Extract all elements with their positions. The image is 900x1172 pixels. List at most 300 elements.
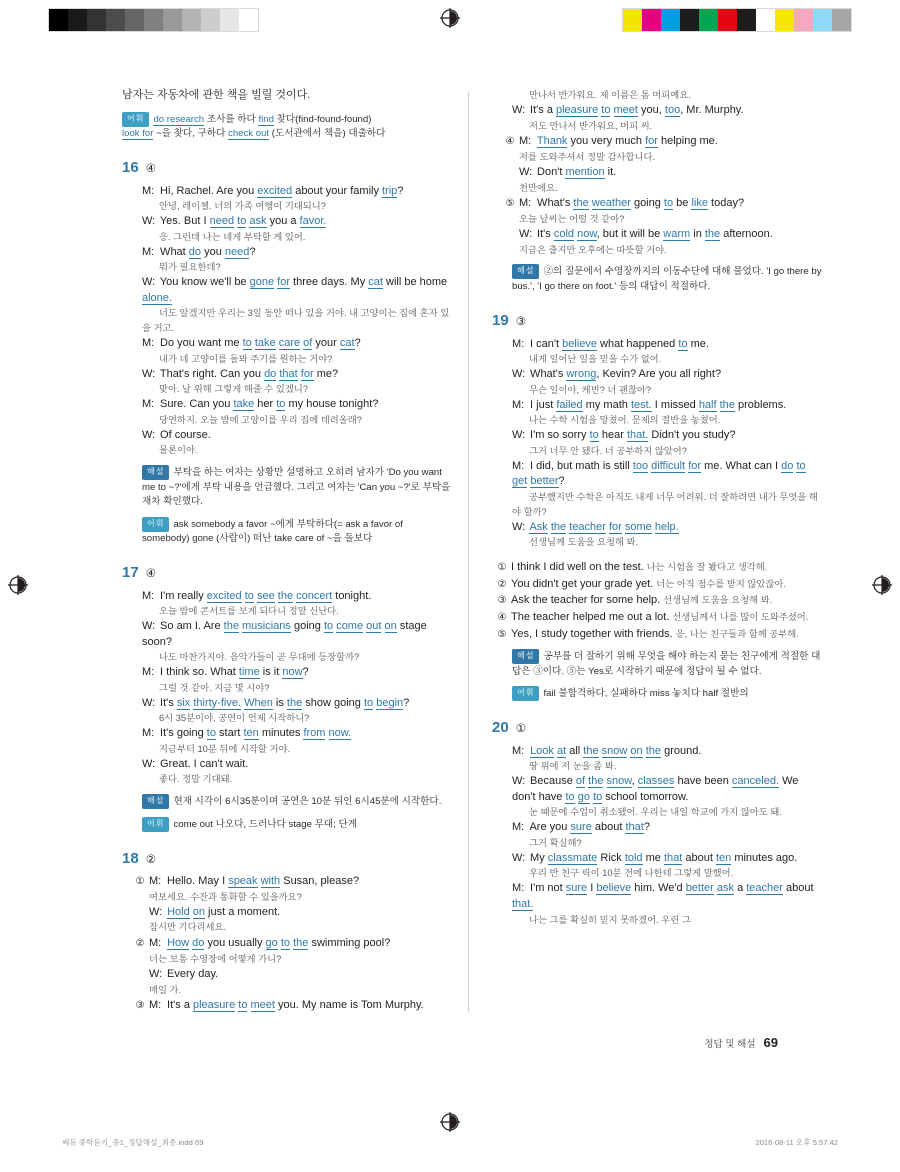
highlighted-word: the	[293, 937, 309, 950]
highlighted-word: When	[244, 696, 273, 709]
speaker-label: M:	[149, 999, 162, 1012]
dialogue-line: M: I think so. What time is it now? 그럴 것 같아. 지금 몇 시야?	[142, 666, 309, 693]
highlighted-word: to	[323, 620, 334, 633]
speaker-label: M:	[512, 398, 525, 411]
question-number-19: 19 ③	[492, 312, 526, 330]
vocab-term: find	[258, 113, 274, 125]
highlighted-word: help.	[654, 520, 679, 533]
korean-translation: 지금은 춥지만 오후에는 따뜻할 거야.	[519, 244, 667, 255]
highlighted-word: the	[286, 696, 303, 709]
highlighted-word: better	[685, 882, 714, 895]
speaker-label: W:	[142, 696, 156, 709]
choice-text: You didn't get your grade yet.	[511, 577, 654, 590]
question-number-17: 17 ④	[122, 564, 156, 582]
highlighted-word: for	[300, 367, 314, 380]
highlighted-word: see	[256, 589, 275, 602]
answer-20: ①	[515, 723, 526, 736]
vocab-def: (도서관에서 책을) 대출하다	[269, 128, 386, 139]
korean-translation: 응. 그런데 나는 네게 부탁할 게 있어.	[159, 231, 306, 242]
speaker-label: M:	[512, 337, 525, 350]
korean-translation: 눈 때문에 수업이 취소됐어. 우리는 내일 학교에 가지 않아도 돼.	[529, 807, 782, 818]
korean-translation: 6시 35분이야. 공연이 언제 시작하니?	[159, 713, 310, 724]
highlighted-word: pleasure	[556, 103, 599, 116]
speaker-label: M:	[149, 937, 162, 950]
korean-translation: 그럴 것 같아. 지금 몇 시야?	[159, 682, 270, 693]
korean-translation: 잠시만 기다리세요.	[149, 922, 227, 933]
korean-translation: 그거 너무 안 됐다. 너 공부하지 않았어?	[529, 445, 687, 456]
highlighted-word: to	[589, 429, 599, 442]
korean-translation: 공부했지만 수학은 아직도 내게 너무 어려워. 더 잘하려면 내가 무엇을 해야 할까?	[512, 491, 818, 517]
highlighted-word: now	[577, 227, 597, 240]
dialogue-line: W: It's a pleasure to meet you, too, Mr. Murphy. 저도 만나서 반가워요, 머피 씨.	[512, 103, 744, 131]
dialogue-line: M: I'm really excited to see the concert tonight. 오늘 밤에 콘서트를 보게 되다니 정말 신난다.	[142, 589, 372, 617]
answer-17: ④	[145, 568, 156, 581]
speaker-label: W:	[142, 367, 156, 380]
vocab-note-15	[122, 112, 452, 142]
answer-choice	[496, 627, 822, 643]
answer-choice	[496, 560, 822, 576]
korean-translation: 맞아. 날 위해 그렇게 해줄 수 있겠니?	[159, 384, 308, 395]
answer-16: ④	[145, 163, 156, 176]
highlighted-word: some	[624, 520, 652, 533]
carryover-korean-line: 남자는 자동차에 관한 책을 빌릴 것이다.	[122, 89, 311, 101]
dialogue-line: W: Because of the snow, classes have been canceled. We don't have to go to school tomorrow. 눈 때문에 수업이 취소됐어. 우리는 내일 학교에 가지 않아도 돼.	[512, 775, 799, 818]
highlighted-word: the	[573, 197, 589, 210]
highlighted-word: gone	[249, 276, 275, 289]
dialogue-19	[512, 337, 822, 551]
korean-translation: 물론이야.	[159, 445, 198, 456]
highlighted-word: to	[565, 790, 575, 803]
answer-19: ③	[515, 316, 526, 329]
speaker-label: W:	[142, 215, 156, 228]
dialogue-line: W: I'm so sorry to hear that. Didn't you study? 그거 너무 안 됐다. 너 공부하지 않았어?	[512, 429, 736, 456]
highlighted-word: begin	[376, 696, 404, 709]
print-timestamp: 2016-08-11 오후 5:57:42	[755, 1138, 838, 1147]
dialogue-line: W: Every day. 매일 가.	[149, 967, 219, 995]
korean-translation: 저도 만나서 반가워요, 머피 씨.	[529, 120, 653, 131]
dialogue-line: W: My classmate Rick told me that about ten minutes ago. 우리 반 친구 릭이 10분 전에 나한테 그렇게 말했어.	[512, 851, 798, 879]
answer-18: ②	[145, 854, 156, 867]
korean-translation: 매일 가.	[149, 984, 182, 995]
korean-translation: 나도 마찬가지야. 음악가들이 곧 무대에 등장할까?	[159, 652, 360, 663]
speaker-label: W:	[512, 851, 526, 864]
speaker-label: W:	[142, 757, 156, 770]
speaker-label: W:	[512, 775, 526, 788]
korean-translation: 저를 도와주셔서 정말 감사합니다.	[519, 152, 656, 163]
highlighted-word: do	[781, 459, 794, 472]
highlighted-word: for	[645, 135, 658, 148]
dialogue-line: M: How do you usually go to the swimming pool? 너는 보통 수영장에 어떻게 가니?	[149, 937, 391, 964]
vocab-def: ~을 찾다, 구하다	[153, 128, 229, 139]
highlighted-word: now	[282, 666, 303, 679]
speaker-label: W:	[149, 967, 163, 980]
highlighted-word: How	[167, 937, 190, 950]
choice-translation: 선생님께 도움을 요청해 봐.	[663, 595, 773, 606]
dialogue-line: M: Are you sure about that? 그거 확실해?	[512, 821, 650, 848]
explain-chip: 해설	[142, 465, 169, 480]
korean-translation: 만나서 반가워요. 제 이름은 톰 머피예요.	[529, 90, 691, 100]
dialogue-18-items	[492, 134, 822, 257]
option-marker: ①	[135, 876, 145, 888]
highlighted-word: ask	[249, 215, 267, 228]
dialogue-line: M: Look at all the snow on the ground. 땅 위에 저 눈을 좀 봐.	[512, 744, 702, 772]
highlighted-word: classes	[637, 775, 675, 788]
explanation-16: 해설 부탁을 하는 여자는 상황만 설명하고 오히려 남자가 'Do you want me to ~?'에게 부탁 내용을 언급했다. 그리고 여자는 'Can you ~?'로 부탁을 재차 확인했다.	[142, 467, 451, 508]
question-number-20: 20 ①	[492, 719, 526, 737]
highlighted-word: told	[624, 851, 643, 864]
highlighted-word: better	[530, 475, 559, 488]
speaker-label: M:	[512, 744, 525, 757]
korean-translation: 나는 그를 확실히 믿지 못하겠어. 우린 그	[529, 914, 691, 925]
highlighted-word: now.	[328, 727, 352, 740]
explanation-17: 해설 현재 시각이 6시35분이며 공연은 10분 뒤인 6시45분에 시작한다.	[142, 794, 452, 809]
korean-translation: 선생님께 도움을 요청해 봐.	[529, 537, 639, 548]
dialogue-line: M: Do you want me to take care of your cat? 내가 네 고양이를 돌봐 주기를 원하는 거야?	[142, 337, 361, 364]
highlighted-word: do	[192, 937, 205, 950]
highlighted-word: for	[688, 459, 702, 472]
dialogue-option	[134, 998, 452, 1014]
highlighted-word: do	[264, 367, 277, 380]
highlighted-word: on	[630, 744, 643, 757]
dialogue-line: W: Hold on just a moment. 잠시만 기다리세요.	[149, 905, 281, 933]
highlighted-word: to	[206, 727, 216, 740]
korean-translation: 오늘 날씨는 어떨 것 같아?	[519, 214, 625, 225]
speaker-label: W:	[512, 103, 526, 116]
highlighted-word: six	[176, 696, 191, 709]
dialogue-line: M: Sure. Can you take her to my house tonight? 당연하지. 오늘 밤에 고양이를 우리 집에 데려올래?	[142, 398, 379, 425]
highlighted-word: to	[242, 337, 252, 350]
highlighted-word: speak	[228, 875, 258, 888]
dialogue-20	[512, 744, 822, 928]
choice-text: Yes, I study together with friends.	[511, 627, 673, 640]
explanation-18: 해설 ②의 질문에서 수영장까지의 이동수단에 대해 물었다. 'I go there by bus.', 'I go there on foot.' 등의 대답이 적절하다.	[512, 266, 822, 292]
highlighted-word: snow	[606, 775, 632, 788]
korean-translation: 무슨 일이야, 케빈? 너 괜찮아?	[529, 384, 652, 395]
highlighted-word: Hold	[167, 905, 190, 918]
korean-translation: 여보세요. 수잔과 통화할 수 있을까요?	[149, 891, 302, 902]
dialogue-line: W: Don't mention it. 천만에요.	[519, 165, 617, 193]
speaker-label: M:	[142, 184, 155, 197]
highlighted-word: take	[233, 398, 255, 411]
korean-translation: 안녕, 레이첼. 너의 가족 여행이 기대되니?	[159, 201, 326, 212]
highlighted-word: to	[678, 337, 688, 350]
dialogue-18	[122, 874, 452, 1014]
highlighted-word: favor.	[299, 215, 327, 228]
highlighted-word: that	[279, 367, 298, 380]
highlighted-word: of	[303, 337, 313, 350]
highlighted-word: canceled.	[731, 775, 780, 788]
highlighted-word: weather	[591, 197, 631, 210]
highlighted-word: the	[277, 589, 294, 602]
highlighted-word: to	[663, 197, 674, 210]
explanation-19: 해설 공부를 더 잘하기 위해 무엇을 해야 하는지 묻는 친구에게 적절한 대답은 ③이다. ⑤는 Yes로 시작하기 때문에 정답이 될 수 없다.	[512, 651, 821, 677]
highlighted-word: of	[575, 775, 586, 788]
highlighted-word: go	[265, 937, 278, 950]
highlighted-word: the	[719, 398, 735, 411]
speaker-label: M:	[142, 398, 155, 411]
vocab-note-19: 어휘 fail 불합격하다, 실패하다 miss 놓치다 half 절반의	[512, 686, 822, 701]
choice-translation: 선생님께서 나를 많이 도와주셨어.	[672, 612, 809, 622]
highlighted-word: half	[698, 398, 717, 411]
highlighted-word: on	[192, 905, 205, 918]
highlighted-word: that.	[626, 429, 649, 442]
speaker-label: W:	[512, 368, 526, 381]
highlighted-word: at	[556, 744, 567, 757]
highlighted-word: trip	[382, 184, 398, 197]
dialogue-line: M: I did, but math is still too difficult for me. What can I do to get better? 공부했지만 수학은 아직도 내게 너무 어려워. 더 잘하려면 내가 무엇을 해야 할까?	[512, 459, 818, 517]
highlighted-word: out	[366, 620, 382, 633]
highlighted-word: Thank	[536, 135, 568, 148]
highlighted-word: believe	[562, 337, 597, 350]
dialogue-line: M: Thank you very much for helping me. 저를 도와주셔서 정말 감사합니다.	[519, 135, 718, 163]
highlighted-word: excited	[257, 184, 293, 197]
highlighted-word: mention	[565, 165, 605, 178]
highlighted-word: ten	[243, 727, 259, 740]
korean-translation: 땅 위에 저 눈을 좀 봐.	[529, 761, 617, 772]
right-column	[492, 88, 822, 928]
korean-translation: 너도 알겠지만 우리는 3일 동안 떠나 있을 거야. 내 고양이는 집에 혼자 있을 거고.	[142, 308, 450, 334]
highlighted-word: for	[608, 520, 622, 533]
dialogue-line: M: I can't believe what happened to me. 내게 일어난 일을 믿을 수가 없어.	[512, 337, 709, 365]
page-footer	[704, 1035, 778, 1050]
dialogue-17	[142, 589, 452, 788]
highlighted-word: the	[588, 775, 604, 788]
highlighted-word: cat	[368, 276, 383, 289]
highlighted-word: difficult	[651, 459, 686, 472]
dialogue-line: W: That's right. Can you do that for me? 맞아. 날 위해 그렇게 해줄 수 있겠니?	[142, 367, 339, 395]
dialogue-option	[504, 134, 822, 195]
highlighted-word: with	[260, 875, 281, 888]
print-file-name: 쎄듀 중학듣기_중1_정답해설_최종.indd 69	[62, 1138, 204, 1147]
highlighted-word: time	[238, 666, 260, 679]
speaker-label: M:	[512, 882, 525, 895]
dialogue-line: W: Of course. 물론이야.	[142, 428, 211, 456]
korean-translation: 천만에요.	[519, 182, 558, 193]
left-column	[122, 88, 452, 1015]
highlighted-word: sure	[570, 821, 592, 834]
speaker-label: W:	[142, 276, 156, 289]
korean-translation: 그거 확실해?	[529, 837, 582, 848]
question-number-16: 16 ④	[122, 159, 156, 177]
vocab-chip: 어휘	[142, 817, 169, 832]
korean-translation: 나는 수학 시험을 망쳤어. 문제의 절반을 놓쳤어.	[529, 415, 721, 426]
highlighted-word: to	[244, 589, 254, 602]
highlighted-word: ten	[715, 851, 732, 864]
page-number: 69	[763, 1035, 778, 1050]
dialogue-line: M: I'm not sure I believe him. We'd better ask a teacher about that. 나는 그를 확실히 믿지 못하겠어. 우린 그	[512, 882, 814, 925]
dialogue-line: M: It's going to start ten minutes from now. 지금부터 10분 뒤에 시작할 거야.	[142, 727, 352, 754]
highlighted-word: too	[632, 459, 649, 472]
highlighted-word: to	[237, 215, 247, 228]
highlighted-word: meet	[250, 999, 275, 1012]
highlighted-word: take	[254, 337, 276, 350]
highlighted-word: thirty-five.	[193, 696, 242, 709]
speaker-label: M:	[519, 197, 532, 210]
dialogue-line: M: Hello. May I speak with Susan, please? 여보세요. 수잔과 통화할 수 있을까요?	[149, 875, 360, 902]
column-divider	[468, 92, 469, 1012]
highlighted-word: come	[336, 620, 364, 633]
highlighted-word: care	[278, 337, 301, 350]
highlighted-word: cat	[339, 337, 355, 350]
highlighted-word: the	[583, 744, 599, 757]
answer-choice	[496, 593, 822, 609]
footer-label: 정답 및 해설	[704, 1039, 756, 1050]
korean-translation: 너는 보통 수영장에 어떻게 가니?	[149, 954, 282, 964]
speaker-label: W:	[512, 520, 526, 533]
vocab-term: look for	[122, 128, 154, 139]
korean-translation: 지금부터 10분 뒤에 시작할 거야.	[159, 743, 291, 754]
highlighted-word: sure	[565, 882, 588, 895]
choices-19	[496, 560, 822, 642]
highlighted-word: to	[238, 999, 248, 1012]
highlighted-word: to	[601, 103, 611, 116]
speaker-label: M:	[142, 666, 155, 679]
highlighted-word: need	[209, 215, 235, 228]
highlighted-word: get	[512, 475, 528, 488]
highlighted-word: believe	[596, 882, 632, 895]
highlighted-word: wrong	[566, 368, 597, 381]
speaker-label: M:	[519, 135, 532, 148]
korean-translation: 오늘 밤에 콘서트를 보게 되다니 정말 신난다.	[159, 606, 339, 617]
answer-choice	[496, 577, 822, 593]
dialogue-line: W: It's cold now, but it will be warm in the afternoon. 지금은 춥지만 오후에는 따뜻할 거야.	[519, 227, 773, 255]
highlighted-word: teacher	[746, 882, 783, 895]
dialogue-line: W: Great. I can't wait. 좋다. 정말 기대돼.	[142, 757, 249, 785]
vocab-def: 조사를 하다	[204, 113, 259, 125]
highlighted-word: the	[550, 520, 567, 533]
highlighted-word: that	[625, 821, 644, 834]
highlighted-word: too	[664, 103, 681, 116]
vocab-term: check out	[228, 128, 270, 139]
highlighted-word: meet	[613, 103, 638, 116]
korean-translation: 내가 네 고양이를 돌봐 주기를 원하는 거야?	[159, 353, 333, 364]
option-marker: ②	[497, 578, 507, 590]
highlighted-word: that.	[512, 897, 534, 910]
option-marker: ①	[497, 562, 507, 574]
highlighted-word: musicians	[242, 620, 291, 633]
choice-translation: 너는 아직 점수를 받지 않았잖아.	[656, 578, 786, 589]
speaker-label: M:	[142, 337, 155, 350]
highlighted-word: to	[796, 459, 806, 472]
speaker-label: W:	[519, 165, 533, 178]
highlighted-word: to	[276, 398, 286, 411]
korean-translation: 우리 반 친구 릭이 10분 전에 나한테 그렇게 말했어.	[529, 868, 734, 879]
highlighted-word: concert	[296, 589, 333, 602]
highlighted-word: from	[303, 727, 326, 740]
dialogue-option	[134, 874, 452, 935]
highlighted-word: to	[363, 696, 374, 709]
highlighted-word: excited	[206, 589, 242, 602]
dialogue-16	[142, 184, 452, 459]
highlighted-word: test.	[630, 398, 652, 411]
dialogue-line: W: Yes. But I need to ask you a favor. 응. 그런데 나는 네게 부탁할 게 있어.	[142, 215, 327, 242]
highlighted-word: failed	[556, 398, 583, 411]
highlighted-word: pleasure	[193, 999, 236, 1012]
highlighted-word: alone.	[142, 291, 172, 304]
choice-translation: 나는 시험을 잘 봤다고 생각해.	[646, 562, 768, 573]
choice-text: Ask the teacher for some help.	[511, 594, 661, 607]
option-marker: ③	[497, 595, 507, 607]
vocab-chip: 어휘	[142, 517, 169, 532]
option-marker: ⑤	[497, 628, 507, 640]
highlighted-word: to	[593, 790, 603, 803]
vocab-note-17: 어휘 come out 나오다, 드러나다 stage 무대; 단계	[142, 817, 452, 832]
dialogue-option	[134, 936, 452, 997]
dialogue-line	[512, 88, 822, 103]
highlighted-word: go	[577, 790, 590, 803]
korean-translation: 좋다. 정말 기대돼.	[159, 774, 233, 785]
question-number-18: 18 ②	[122, 850, 156, 868]
korean-translation: 내게 일어난 일을 믿을 수가 없어.	[529, 354, 662, 365]
korean-translation: 당연하지. 오늘 밤에 고양이를 우리 집에 데려올래?	[159, 414, 362, 425]
vocab-chip: 어휘	[512, 686, 539, 701]
speaker-label: M:	[142, 727, 155, 740]
highlighted-word: Ask	[529, 520, 548, 533]
vocab-note-16: 어휘 ask somebody a favor ~에게 부탁하다(= ask a favor of somebody) gone (사람이) 떠난 take care of ~을 돌보다	[142, 518, 403, 544]
option-marker: ④	[497, 612, 507, 623]
dialogue-line: W: What's wrong, Kevin? Are you all right? 무슨 일이야, 케빈? 너 괜찮아?	[512, 368, 722, 395]
korean-translation: 뭐가 필요한데?	[159, 262, 221, 273]
dialogue-line: M: I just failed my math test. I missed half the problems. 나는 수학 시험을 망쳤어. 문제의 절반을 놓쳤어.	[512, 398, 787, 426]
highlighted-word: need	[224, 245, 250, 258]
highlighted-word: warm	[663, 227, 691, 240]
highlighted-word: teacher	[569, 520, 606, 533]
option-marker: ④	[505, 136, 515, 148]
highlighted-word: ask	[716, 882, 735, 895]
option-marker: ③	[135, 1000, 145, 1012]
speaker-label: M:	[149, 875, 162, 888]
speaker-label: M:	[142, 245, 155, 258]
speaker-label: M:	[512, 459, 525, 472]
explain-chip: 해설	[512, 264, 539, 279]
choice-text: I think I did well on the test.	[511, 561, 644, 574]
highlighted-word: on	[384, 620, 397, 633]
highlighted-word: the	[704, 227, 721, 240]
vocab-def: 찾다(find-found-found)	[273, 113, 372, 125]
dialogue-line	[512, 520, 822, 551]
highlighted-word: do	[188, 245, 202, 258]
vocab-term: do research	[153, 113, 205, 125]
dialogue-line: W: So am I. Are the musicians going to come out on stage soon? 나도 마찬가지야. 음악가들이 곧 무대에 등장할까?	[142, 620, 427, 663]
dialogue-option	[504, 196, 822, 257]
choice-text: The teacher helped me out a lot.	[511, 611, 670, 623]
choice-translation: 응, 나는 친구들과 함께 공부해.	[675, 628, 799, 639]
highlighted-word: cold	[553, 227, 575, 240]
option-marker: ⑤	[505, 198, 515, 210]
answer-choice	[496, 610, 822, 626]
vocab-chip: 어휘	[122, 112, 149, 127]
speaker-label: W:	[142, 620, 156, 633]
dialogue-line: W: It's six thirty-five. When is the show going to begin? 6시 35분이야. 공연이 언제 시작하니?	[142, 696, 410, 724]
highlighted-word: Look	[530, 744, 554, 757]
speaker-label: W:	[512, 429, 526, 442]
dialogue-line: M: What's the weather going to be like today? 오늘 날씨는 어떨 것 같아?	[519, 197, 745, 225]
speaker-label: W:	[142, 428, 156, 441]
dialogue-line: M: It's a pleasure to meet you. My name is Tom Murphy.	[149, 998, 449, 1014]
explain-chip: 해설	[512, 649, 539, 664]
highlighted-word: to	[280, 937, 291, 950]
speaker-label: M:	[142, 589, 155, 602]
option-marker: ②	[135, 938, 145, 950]
highlighted-word: for	[277, 276, 290, 289]
highlighted-word: that	[663, 851, 683, 864]
highlighted-word: the	[223, 620, 239, 633]
speaker-label: W:	[149, 905, 163, 918]
highlighted-word: the	[645, 744, 662, 757]
highlighted-word: snow	[601, 744, 628, 757]
highlighted-word: like	[691, 197, 708, 210]
speaker-label: M:	[512, 821, 525, 834]
